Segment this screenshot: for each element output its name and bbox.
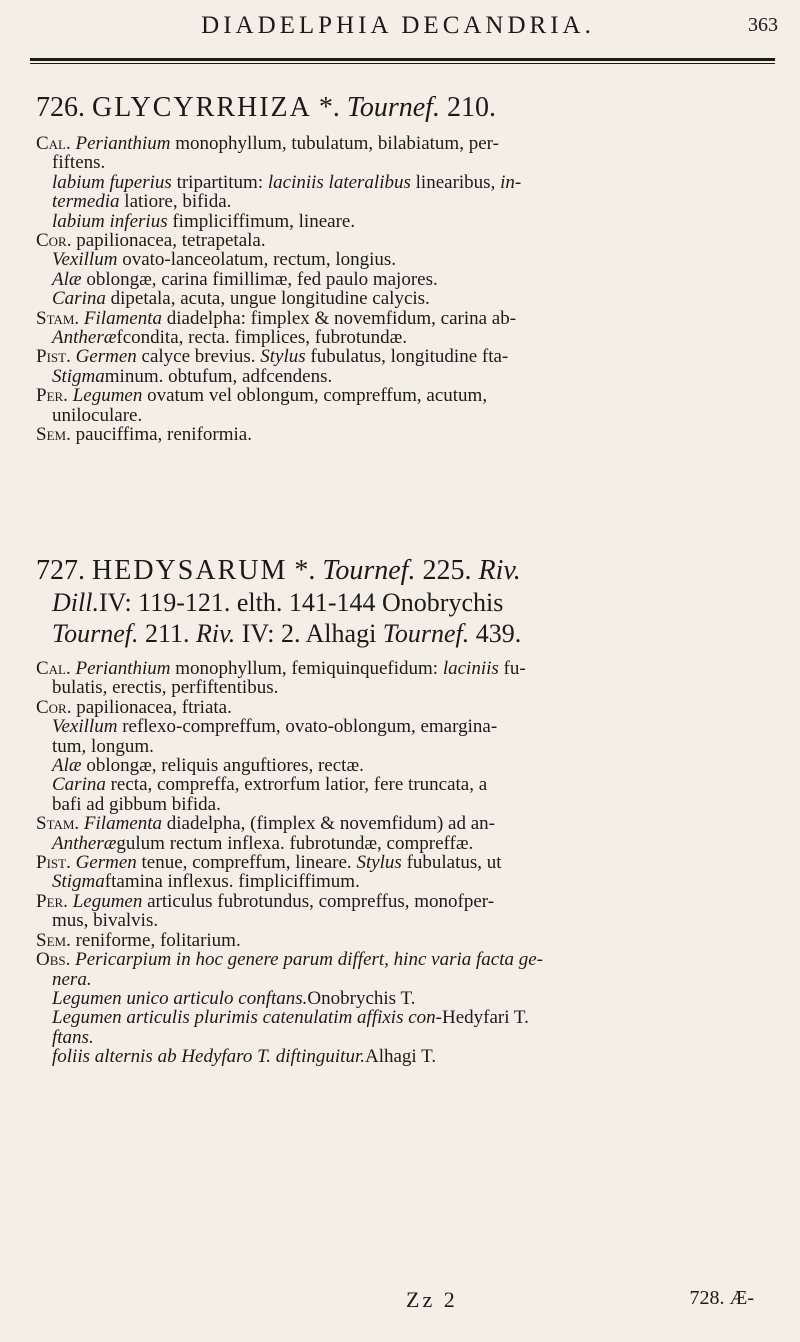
text-line: uniloculare. [52,404,143,426]
text-line: Sem. pauciffima, reniformia. [36,424,252,446]
text-line: Stam. Filamenta diadelpha, (fimplex & novemfidum) ad an- [36,813,495,835]
text-line: Alæ oblongæ, reliquis anguftiores, rectæ. [52,755,364,777]
text-line: Stigmaminum. obtufum, adfcendens. [52,365,333,387]
text-line: Carina dipetala, acuta, ungue longitudine calycis. [52,288,430,310]
text-line: Vexillum reflexo-compreffum, ovato-oblongum, emargina- [52,716,498,738]
genus-description [36,659,764,1067]
text-line: Obs. Pericarpium in hoc genere parum differt, hinc varia facta ge- [36,949,543,971]
text-line: Carina recta, compreffa, extrorfum latior, fere truncata, a [52,774,488,796]
text-line: Legumen unico articulo conftans.Onobrychis T. [52,987,416,1009]
text-line: Cor. papilionacea, ftriata. [36,696,232,718]
page-number: 363 [748,14,778,36]
genus-heading: 726. GLYCYRRHIZA *. Tournef. 210. [36,92,496,123]
text-line: Antherægulum rectum inflexa. fubrotundæ, compreffæ. [52,832,474,854]
text-line: Cal. Perianthium monophyllum, tubulatum, bilabiatum, per- [36,133,499,154]
text-line: Sem. reniforme, folitarium. [36,929,241,951]
text-line: Per. Legumen ovatum vel oblongum, compreffum, acutum, [36,385,488,407]
text-line: fiftens. [52,152,106,174]
genus-heading: 727. HEDYSARUM *. Tournef. 225. Riv. [36,555,521,586]
genus-synonyms [36,587,764,649]
text-line: bulatis, erectis, perfiftentibus. [52,677,279,699]
genus-726 [36,92,764,445]
synonym-line: Tournef. 211. Riv. IV: 2. Alhagi Tournef. 439. [52,619,522,648]
text-line: labium inferius fimpliciffimum, lineare. [52,210,356,232]
text-line: Per. Legumen articulus fubrotundus, compreffus, monofper- [36,890,495,912]
text-line: foliis alternis ab Hedyfaro T. diftinguitur.Alhagi T. [52,1046,437,1068]
genus-727 [36,555,764,1067]
text-line: Legumen articulis plurimis catenulatim affixis con-Hedyfari T. [52,1007,529,1029]
text-line: Vexillum ovato-lanceolatum, rectum, longius. [52,249,397,271]
text-line: Cor. papilionacea, tetrapetala. [36,230,266,252]
text-line: tum, longum. [52,735,154,757]
text-line: Alæ oblongæ, carina fimillimæ, fed paulo majores. [52,268,438,290]
text-line: bafi ad gibbum bifida. [52,793,221,815]
running-head: DIADELPHIA DECANDRIA. [201,12,595,39]
text-line: mus, bivalvis. [52,910,159,932]
genus-description [36,134,764,445]
catchword: 728. Æ- [689,1287,754,1309]
text-line: Cal. Perianthium monophyllum, femiquinquefidum: laciniis fu- [36,658,526,679]
text-line: nera. [52,968,92,990]
page-footer [36,1287,764,1312]
text-line: labium fuperius tripartitum: laciniis lateralibus linearibus, in- [52,171,522,193]
text-line: Stam. Filamenta diadelpha: fimplex & novemfidum, carina ab- [36,307,517,329]
text-line: ftans. [52,1026,94,1048]
text-line: Pist. Germen tenue, compreffum, lineare. Stylus fubulatus, ut [36,852,502,874]
text-line: Antheræfcondita, recta. fimplices, fubrotundæ. [52,327,408,349]
synonym-line: Dill.IV: 119-121. elth. 141-144 Onobrychis [52,588,504,617]
text-line: Pist. Germen calyce brevius. Stylus fubulatus, longitudine fta- [36,346,509,368]
text-line: termedia latiore, bifida. [52,191,232,213]
text-line: Stigmaftamina inflexus. fimpliciffimum. [52,871,360,893]
header-rule [30,58,775,64]
signature-mark: Zz 2 [406,1287,458,1312]
